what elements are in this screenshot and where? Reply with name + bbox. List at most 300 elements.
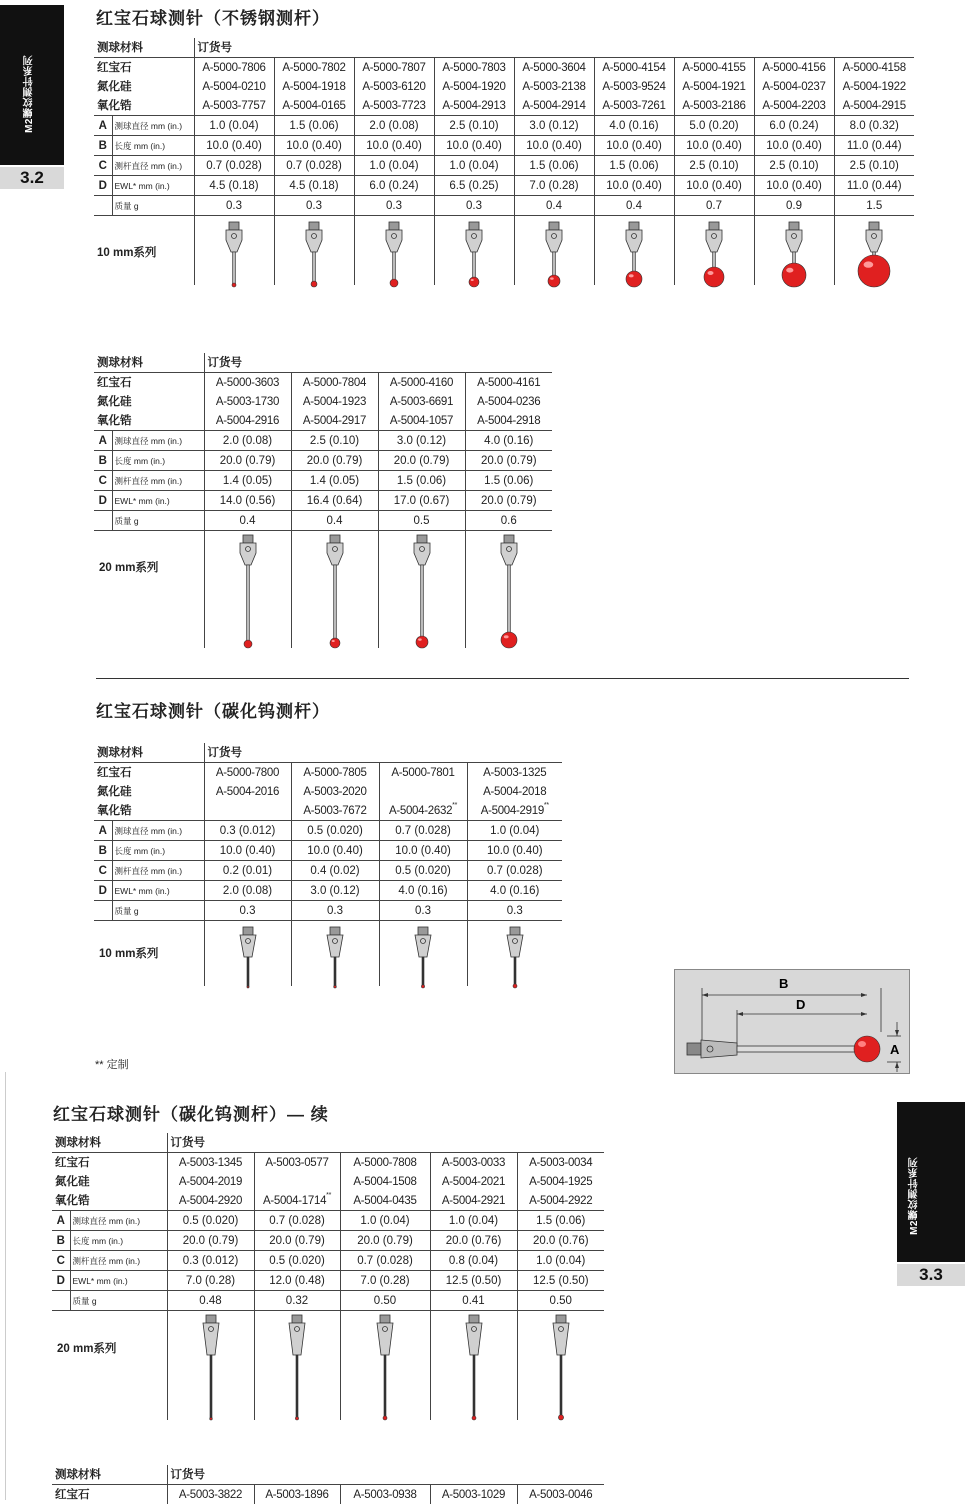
stylus-icon	[315, 535, 355, 658]
param-value: 0.50	[340, 1291, 430, 1311]
order-code	[340, 1485, 430, 1504]
param-value: 0.5 (0.020)	[167, 1211, 254, 1231]
param-value: 20.0 (0.79)	[291, 451, 378, 471]
order-code	[430, 1191, 517, 1211]
order-code	[467, 801, 562, 821]
order-code	[291, 763, 379, 783]
param-letter	[94, 511, 112, 531]
order-code-text: A-5000-7807	[362, 62, 425, 74]
order-code	[378, 411, 465, 431]
param-value: 0.3	[291, 901, 379, 921]
order-code	[465, 411, 552, 431]
material-row	[94, 763, 562, 783]
table-header-row	[94, 38, 914, 58]
order-code	[517, 1172, 604, 1191]
order-code-text: A-5003-1029	[442, 1489, 505, 1501]
param-value: 0.3	[204, 901, 291, 921]
stylus-icon	[614, 222, 654, 297]
order-code-text: A-5004-1918	[282, 81, 345, 93]
param-value: 3.0 (0.12)	[291, 881, 379, 901]
order-code	[514, 77, 594, 96]
order-code	[204, 763, 291, 783]
order-code	[434, 96, 514, 116]
param-value: 12.5 (0.50)	[430, 1271, 517, 1291]
page-edge-line	[5, 1072, 6, 1500]
order-code-text: A-5004-2913	[442, 100, 505, 112]
order-code-text: A-5003-7672	[303, 805, 366, 817]
order-code	[254, 1153, 340, 1173]
materials-header: 测球材料	[52, 1133, 167, 1153]
param-value: 10.0 (0.40)	[594, 136, 674, 156]
order-code-text: A-5003-2186	[682, 100, 745, 112]
param-row	[94, 821, 562, 841]
param-label: 测球直径 mm (in.)	[70, 1211, 167, 1231]
side-tab-left	[0, 5, 64, 165]
side-tab-left-number: 3.2	[0, 167, 64, 189]
material-label: 红宝石	[94, 763, 204, 783]
order-code	[834, 77, 914, 96]
param-value: 4.5 (0.18)	[274, 176, 354, 196]
order-code-text: A-5003-3822	[179, 1489, 242, 1501]
param-row	[52, 1211, 604, 1231]
order-code-text: A-5004-2019	[179, 1176, 242, 1188]
param-row	[94, 136, 914, 156]
param-value: 0.2 (0.01)	[204, 861, 291, 881]
material-label: 氮化硅	[94, 77, 194, 96]
param-value: 20.0 (0.79)	[465, 451, 552, 471]
order-code-text: A-5004-2921	[442, 1195, 505, 1207]
stylus-icon	[454, 222, 494, 297]
param-value: 0.3	[354, 196, 434, 216]
order-code-text: A-5004-1923	[303, 396, 366, 408]
param-letter: D	[94, 881, 112, 901]
stylus-icon	[534, 222, 574, 297]
param-value: 0.3	[274, 196, 354, 216]
param-value: 20.0 (0.76)	[430, 1231, 517, 1251]
order-code-text: A-5004-2016	[216, 786, 279, 798]
param-letter: C	[94, 156, 112, 176]
order-code-text: A-5004-1714	[263, 1195, 326, 1207]
param-value: 0.7	[674, 196, 754, 216]
order-number-header: 订货号	[167, 1465, 604, 1485]
param-value: 10.0 (0.40)	[514, 136, 594, 156]
param-value: 0.4	[514, 196, 594, 216]
param-letter: B	[52, 1231, 70, 1251]
order-code-text: A-5003-9524	[602, 81, 665, 93]
order-code-text: A-5004-1508	[353, 1176, 416, 1188]
param-value: 1.4 (0.05)	[204, 471, 291, 491]
section-title-carbide: 红宝石球测针（碳化钨测杆）	[96, 697, 330, 722]
material-row	[94, 96, 914, 116]
order-code	[514, 96, 594, 116]
order-code-text: A-5003-0577	[265, 1157, 328, 1169]
order-code-text: A-5000-4158	[843, 62, 906, 74]
order-code	[354, 77, 434, 96]
param-value: 20.0 (0.76)	[517, 1231, 604, 1251]
order-code	[167, 1485, 254, 1504]
order-code	[517, 1191, 604, 1211]
param-value: 10.0 (0.40)	[754, 176, 834, 196]
order-code	[194, 96, 274, 116]
material-label: 氮化硅	[94, 782, 204, 801]
order-code-text: A-5004-0210	[202, 81, 265, 93]
stylus-icon	[402, 535, 442, 658]
param-letter	[94, 901, 112, 921]
param-value: 0.5 (0.020)	[254, 1251, 340, 1271]
order-code-text: A-5003-0033	[442, 1157, 505, 1169]
order-code	[340, 1172, 430, 1191]
order-code-text: A-5003-2138	[522, 81, 585, 93]
order-code	[291, 782, 379, 801]
param-value: 17.0 (0.67)	[378, 491, 465, 511]
param-letter: D	[94, 176, 112, 196]
order-code-text: A-5004-1920	[442, 81, 505, 93]
param-value: 12.0 (0.48)	[254, 1271, 340, 1291]
order-code-text: A-5003-7757	[202, 100, 265, 112]
stylus-icon	[489, 535, 529, 658]
param-value: 10.0 (0.40)	[194, 136, 274, 156]
materials-header: 测球材料	[94, 353, 204, 373]
param-value: 11.0 (0.44)	[834, 136, 914, 156]
order-code	[291, 411, 378, 431]
order-code	[379, 782, 467, 801]
order-code-text: A-5004-2920	[179, 1195, 242, 1207]
param-label: 长度 mm (in.)	[112, 451, 204, 471]
order-code	[594, 77, 674, 96]
param-value: 7.0 (0.28)	[167, 1271, 254, 1291]
param-value: 14.0 (0.56)	[204, 491, 291, 511]
param-label: 长度 mm (in.)	[112, 841, 204, 861]
order-code	[517, 1153, 604, 1173]
param-row	[94, 861, 562, 881]
param-letter: C	[94, 471, 112, 491]
material-label: 氮化硅	[52, 1172, 167, 1191]
order-code	[204, 392, 291, 411]
param-letter	[94, 196, 112, 216]
stylus-icon	[228, 535, 268, 658]
param-label: 测杆直径 mm (in.)	[112, 471, 204, 491]
order-code	[430, 1172, 517, 1191]
materials-header: 测球材料	[52, 1465, 167, 1485]
order-code-text: A-5004-0435	[353, 1195, 416, 1207]
param-value: 0.32	[254, 1291, 340, 1311]
param-value: 6.0 (0.24)	[754, 116, 834, 136]
order-code	[354, 96, 434, 116]
order-code-text: A-5000-4154	[602, 62, 665, 74]
order-code-text: A-5003-1325	[483, 767, 546, 779]
param-label: 质量 g	[112, 196, 194, 216]
param-value: 2.0 (0.08)	[204, 881, 291, 901]
custom-note: ** 定制	[95, 1056, 129, 1072]
material-row	[52, 1191, 604, 1211]
dimension-label-d: D	[796, 997, 805, 1012]
dimension-diagram-svg	[675, 970, 909, 1073]
order-number-header: 订货号	[204, 353, 552, 373]
param-label: 质量 g	[112, 901, 204, 921]
order-code-text: A-5003-1345	[179, 1157, 242, 1169]
table-header-row	[52, 1465, 604, 1485]
param-letter: C	[94, 861, 112, 881]
param-value: 10.0 (0.40)	[594, 176, 674, 196]
param-value: 20.0 (0.79)	[204, 451, 291, 471]
param-row	[94, 196, 914, 216]
side-tab-right-label: M2螺纹测针系列	[907, 1157, 922, 1235]
material-label: 氧化锆	[94, 801, 204, 821]
order-code	[354, 58, 434, 78]
param-value: 20.0 (0.79)	[465, 491, 552, 511]
order-code-text: A-5000-4161	[477, 377, 540, 389]
material-label: 红宝石	[94, 373, 204, 393]
order-code	[254, 1485, 340, 1504]
dimension-label-b: B	[779, 976, 788, 991]
param-value: 10.0 (0.40)	[674, 136, 754, 156]
param-value: 0.7 (0.028)	[467, 861, 562, 881]
param-row	[94, 511, 552, 531]
stylus-icon	[454, 1315, 494, 1430]
spec-table-carbide-20mm	[52, 1133, 604, 1420]
section-title-stainless: 红宝石球测针（不锈钢测杆）	[96, 4, 330, 29]
table-header-row	[94, 353, 552, 373]
param-value: 8.0 (0.32)	[834, 116, 914, 136]
param-label: EWL* mm (in.)	[112, 491, 204, 511]
param-value: 4.0 (0.16)	[467, 881, 562, 901]
series-label: 20 mm系列	[57, 1340, 116, 1356]
order-code-text: A-5000-3603	[216, 377, 279, 389]
order-code	[834, 96, 914, 116]
section-divider	[96, 678, 909, 679]
param-value: 2.0 (0.08)	[204, 431, 291, 451]
order-code-text: A-5003-2020	[303, 786, 366, 798]
order-code-text: A-5004-2021	[442, 1176, 505, 1188]
param-value: 0.50	[517, 1291, 604, 1311]
param-label: 测杆直径 mm (in.)	[112, 156, 194, 176]
order-code	[378, 373, 465, 393]
param-value: 0.7 (0.028)	[340, 1251, 430, 1271]
order-code	[379, 763, 467, 783]
param-value: 7.0 (0.28)	[340, 1271, 430, 1291]
param-letter: A	[94, 116, 112, 136]
param-value: 0.3	[194, 196, 274, 216]
param-letter: C	[52, 1251, 70, 1271]
param-label: 测杆直径 mm (in.)	[112, 861, 204, 881]
material-row	[94, 77, 914, 96]
param-value: 2.5 (0.10)	[754, 156, 834, 176]
order-code-text: A-5004-1925	[529, 1176, 592, 1188]
order-code-text: A-5004-2203	[762, 100, 825, 112]
param-letter: B	[94, 136, 112, 156]
param-value: 10.0 (0.40)	[291, 841, 379, 861]
order-code-text: A-5000-7802	[282, 62, 345, 74]
param-value: 0.48	[167, 1291, 254, 1311]
param-value: 0.4	[204, 511, 291, 531]
order-code-text: A-5003-0034	[529, 1157, 592, 1169]
order-code	[430, 1153, 517, 1173]
param-label: 长度 mm (in.)	[70, 1231, 167, 1251]
stylus-icon	[228, 927, 268, 998]
param-value: 0.7 (0.028)	[274, 156, 354, 176]
param-value: 1.5 (0.06)	[378, 471, 465, 491]
order-number-header: 订货号	[194, 38, 914, 58]
order-code-text: A-5004-2918	[477, 415, 540, 427]
param-value: 3.0 (0.12)	[514, 116, 594, 136]
order-code-text: A-5004-2919	[481, 805, 544, 817]
order-code	[204, 411, 291, 431]
param-value: 10.0 (0.40)	[204, 841, 291, 861]
param-value: 1.0 (0.04)	[467, 821, 562, 841]
stylus-icon	[214, 222, 254, 297]
param-value: 6.5 (0.25)	[434, 176, 514, 196]
param-value: 0.7 (0.028)	[254, 1211, 340, 1231]
material-row	[94, 801, 562, 821]
stylus-icon	[541, 1315, 581, 1430]
param-value: 10.0 (0.40)	[674, 176, 754, 196]
stylus-icon	[694, 222, 734, 297]
stylus-icon	[294, 222, 334, 297]
param-value: 1.0 (0.04)	[194, 116, 274, 136]
material-row	[94, 373, 552, 393]
param-value: 0.3	[467, 901, 562, 921]
stylus-icon	[191, 1315, 231, 1430]
order-code-text: A-5003-0938	[353, 1489, 416, 1501]
param-letter: A	[52, 1211, 70, 1231]
side-tab-left-label: M2螺纹测针系列	[22, 55, 37, 133]
order-code	[674, 96, 754, 116]
material-row	[52, 1153, 604, 1173]
param-row	[94, 431, 552, 451]
materials-header: 测球材料	[94, 38, 194, 58]
order-code	[430, 1485, 517, 1504]
order-code	[340, 1191, 430, 1211]
order-code-text: A-5003-6691	[390, 396, 453, 408]
illustration-row	[52, 1311, 604, 1421]
order-code-text: A-5000-7806	[202, 62, 265, 74]
param-value: 11.0 (0.44)	[834, 176, 914, 196]
order-code-text: A-5003-1730	[216, 396, 279, 408]
order-code-text: A-5004-2914	[522, 100, 585, 112]
param-value: 4.0 (0.16)	[465, 431, 552, 451]
param-value: 5.0 (0.20)	[674, 116, 754, 136]
material-row	[52, 1172, 604, 1191]
order-code	[594, 96, 674, 116]
param-value: 1.5 (0.06)	[514, 156, 594, 176]
order-code-text: A-5003-0046	[529, 1489, 592, 1501]
order-code-text: A-5000-4155	[682, 62, 745, 74]
material-row	[94, 58, 914, 78]
order-code-text: A-5000-3604	[522, 62, 585, 74]
order-code	[754, 77, 834, 96]
order-code	[340, 1153, 430, 1173]
material-row	[94, 411, 552, 431]
param-value: 12.5 (0.50)	[517, 1271, 604, 1291]
illustration-label-cell	[52, 1311, 167, 1421]
param-value: 0.5 (0.020)	[291, 821, 379, 841]
order-code	[274, 77, 354, 96]
order-code-text: A-5000-7808	[353, 1157, 416, 1169]
param-value: 4.0 (0.16)	[379, 881, 467, 901]
param-label: 测球直径 mm (in.)	[112, 821, 204, 841]
param-row	[94, 471, 552, 491]
order-code-text: A-5003-6120	[362, 81, 425, 93]
material-label: 氧化锆	[94, 96, 194, 116]
stylus-icon	[854, 222, 894, 297]
order-code-text: A-5004-2018	[483, 786, 546, 798]
order-code-text: A-5004-0165	[282, 100, 345, 112]
param-value: 1.0 (0.04)	[430, 1211, 517, 1231]
param-value: 20.0 (0.79)	[340, 1231, 430, 1251]
order-code	[465, 392, 552, 411]
order-code-text: A-5004-2915	[843, 100, 906, 112]
material-label: 红宝石	[52, 1485, 167, 1504]
param-value: 0.5 (0.020)	[379, 861, 467, 881]
order-code	[291, 801, 379, 821]
param-value: 0.9	[754, 196, 834, 216]
param-value: 0.41	[430, 1291, 517, 1311]
order-code	[754, 58, 834, 78]
param-value: 0.3 (0.012)	[204, 821, 291, 841]
param-value: 1.5 (0.06)	[465, 471, 552, 491]
param-value: 20.0 (0.79)	[167, 1231, 254, 1251]
param-label: 测杆直径 mm (in.)	[70, 1251, 167, 1271]
param-value: 2.5 (0.10)	[674, 156, 754, 176]
order-number-header: 订货号	[167, 1133, 604, 1153]
side-tab-right-number: 3.3	[897, 1264, 965, 1286]
param-value: 4.5 (0.18)	[194, 176, 274, 196]
param-row	[52, 1291, 604, 1311]
order-code	[194, 58, 274, 78]
order-code-text: A-5004-1057	[390, 415, 453, 427]
param-value: 10.0 (0.40)	[274, 136, 354, 156]
param-value: 0.7 (0.028)	[194, 156, 274, 176]
order-code	[465, 373, 552, 393]
order-code-text: A-5004-0237	[762, 81, 825, 93]
param-row	[52, 1231, 604, 1251]
material-label: 氧化锆	[94, 411, 204, 431]
param-value: 10.0 (0.40)	[354, 136, 434, 156]
param-value: 10.0 (0.40)	[434, 136, 514, 156]
stylus-icon	[374, 222, 414, 297]
order-code-text: A-5004-1922	[843, 81, 906, 93]
illustration-label-cell	[94, 531, 204, 649]
param-value: 16.4 (0.64)	[291, 491, 378, 511]
param-label: 测球直径 mm (in.)	[112, 431, 204, 451]
param-value: 4.0 (0.16)	[594, 116, 674, 136]
param-value: 10.0 (0.40)	[379, 841, 467, 861]
order-code-text: A-5000-7801	[391, 767, 454, 779]
param-value: 0.4 (0.02)	[291, 861, 379, 881]
order-code	[754, 96, 834, 116]
order-code-text: A-5003-7723	[362, 100, 425, 112]
side-tab-right	[897, 1102, 965, 1262]
param-label: EWL* mm (in.)	[112, 176, 194, 196]
materials-header: 测球材料	[94, 743, 204, 763]
param-value: 0.6	[465, 511, 552, 531]
param-label: EWL* mm (in.)	[112, 881, 204, 901]
stylus-icon	[774, 222, 814, 297]
param-value: 2.5 (0.10)	[834, 156, 914, 176]
order-code-text: A-5000-4160	[390, 377, 453, 389]
stylus-icon	[365, 1315, 405, 1430]
param-row	[94, 491, 552, 511]
param-value: 1.0 (0.04)	[434, 156, 514, 176]
param-value: 1.5 (0.06)	[594, 156, 674, 176]
order-code-text: A-5000-7803	[442, 62, 505, 74]
order-code	[167, 1172, 254, 1191]
order-code-text: A-5004-0236	[477, 396, 540, 408]
section-title-carbide-cont: 红宝石球测针（碳化钨测杆）— 续	[53, 1100, 329, 1125]
param-value: 0.3 (0.012)	[167, 1251, 254, 1271]
param-value: 3.0 (0.12)	[378, 431, 465, 451]
order-code-text: A-5000-7800	[216, 767, 279, 779]
